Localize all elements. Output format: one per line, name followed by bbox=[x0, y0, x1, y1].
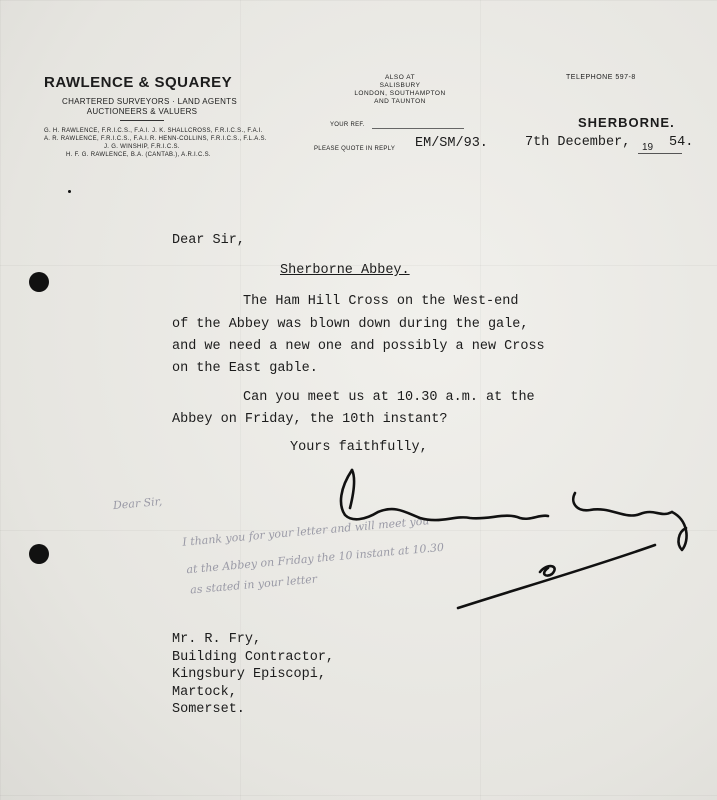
pencil-note-line-1: I thank you for your letter and will meet you bbox=[181, 514, 430, 549]
punch-hole-top bbox=[29, 272, 49, 292]
partner-2: J. K. SHALLCROSS, F.R.I.C.S., F.A.I. bbox=[152, 128, 263, 134]
paragraph-1-line-2: of the Abbey was blown down during the gale, bbox=[172, 317, 529, 332]
also-at-label: ALSO AT bbox=[384, 74, 416, 81]
profession-line-2: AUCTIONEERS & VALUERS bbox=[86, 107, 198, 116]
date-year: 54. bbox=[669, 135, 694, 150]
reference-number: EM/SM/93. bbox=[415, 136, 488, 151]
addressee-line-2: Building Contractor, bbox=[172, 650, 335, 665]
partner-5: J. G. WINSHIP, F.R.I.C.S. bbox=[104, 144, 180, 150]
firm-name: RAWLENCE & SQUAREY bbox=[44, 74, 233, 91]
paragraph-2-line-2: Abbey on Friday, the 10th instant? bbox=[172, 412, 448, 427]
partner-6: H. F. G. RAWLENCE, B.A. (CANTAB.), A.R.I.C.S. bbox=[66, 152, 211, 158]
punch-hole-bottom bbox=[29, 544, 49, 564]
salutation: Dear Sir, bbox=[172, 233, 245, 248]
profession-line-1: CHARTERED SURVEYORS · LAND AGENTS bbox=[62, 97, 237, 106]
paragraph-1-line-4: on the East gable. bbox=[172, 361, 318, 376]
addressee-name: Mr. R. Fry, bbox=[172, 632, 262, 647]
pencil-note-line-3: as stated in your letter bbox=[189, 572, 318, 597]
quote-in-reply-label: PLEASE QUOTE IN REPLY bbox=[314, 146, 396, 152]
date-day-month: 7th December, bbox=[525, 135, 631, 150]
partner-3: A. R. RAWLENCE, F.R.I.C.S., F.A.I. bbox=[44, 136, 149, 142]
also-at-3: AND TAUNTON bbox=[374, 98, 426, 105]
subject-line: Sherborne Abbey. bbox=[280, 263, 410, 278]
ink-dot bbox=[68, 190, 71, 193]
addressee-line-5: Somerset. bbox=[172, 702, 245, 717]
paragraph-2-line-1: Can you meet us at 10.30 a.m. at the bbox=[243, 390, 535, 405]
addressee-line-4: Martock, bbox=[172, 685, 237, 700]
also-at-1: SALISBURY bbox=[379, 82, 421, 89]
addressee-line-3: Kingsbury Episcopi, bbox=[172, 667, 326, 682]
also-at-2: LONDON, SOUTHAMPTON bbox=[354, 90, 446, 97]
partner-1: G. H. RAWLENCE, F.R.I.C.S., F.A.I. bbox=[44, 128, 150, 134]
paragraph-1-line-3: and we need a new one and possibly a new Cross bbox=[172, 339, 545, 354]
your-ref-label: YOUR REF. bbox=[330, 122, 365, 128]
paragraph-1-line-1: The Ham Hill Cross on the West-end bbox=[243, 294, 519, 309]
date-century: 19 bbox=[642, 142, 654, 153]
partner-4: R. HENN-COLLINS, F.R.I.C.S., F.L.A.S. bbox=[150, 136, 267, 142]
town-name: SHERBORNE. bbox=[578, 115, 675, 130]
closing: Yours faithfully, bbox=[290, 440, 428, 455]
telephone-number: TELEPHONE 597-8 bbox=[566, 74, 636, 81]
pencil-note-line-2: at the Abbey on Friday the 10 instant at 10.30 bbox=[185, 540, 445, 577]
pencil-note-salutation: Dear Sir, bbox=[112, 494, 163, 513]
